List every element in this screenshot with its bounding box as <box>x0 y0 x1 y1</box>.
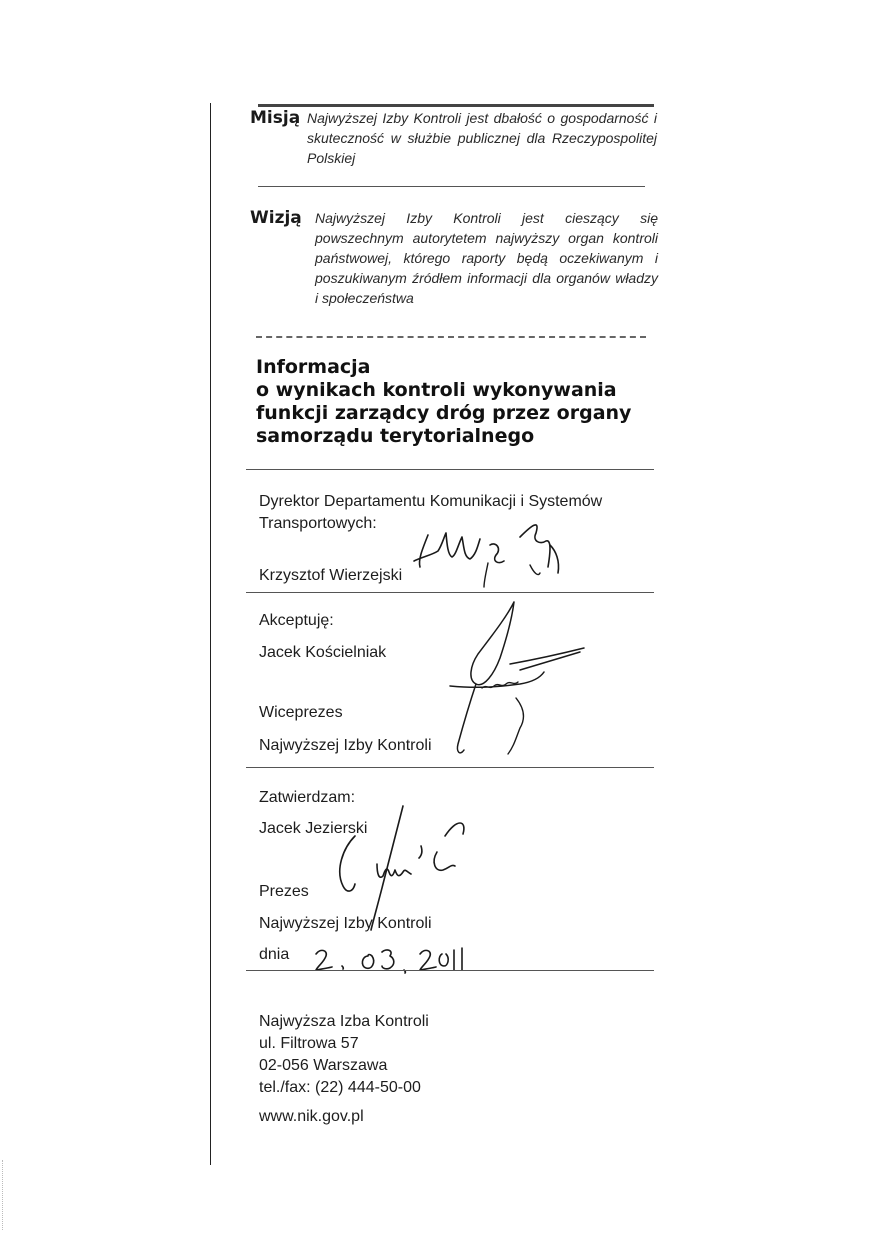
report-title: Informacja o wynikach kontroli wykonywania funkcji zarządcy dróg przez organy samorządu terytorialnego <box>256 356 632 447</box>
address-city: 02-056 Warszawa <box>259 1057 388 1074</box>
vision-heading: Wizją <box>250 208 302 228</box>
mission-bottom-rule <box>258 186 645 187</box>
website-link[interactable]: www.nik.gov.pl <box>259 1108 364 1125</box>
accept-signature <box>420 598 600 768</box>
accept-name: Jacek Kościelniak <box>259 644 387 661</box>
mission-heading: Misją <box>250 108 301 128</box>
vision-text: Najwyższej Izby Kontroli jest cieszący się powszechnym autorytetem najwyższy organ kontroli państwowej, którego raporty będą oczekiwanym i poszukiwanym źródłem informacji dla organów władzy i społeczeństwa <box>315 210 658 306</box>
title-bottom-rule <box>246 469 654 470</box>
vision-block <box>250 208 662 332</box>
approve-role: Prezes <box>259 883 309 900</box>
accept-label: Akceptuję: <box>259 612 334 629</box>
approve-name: Jacek Jezierski <box>259 820 368 837</box>
accept-org: Najwyższej Izby Kontroli <box>259 737 432 754</box>
director-bottom-rule <box>246 592 654 593</box>
director-name: Krzysztof Wierzejski <box>259 567 403 584</box>
accept-bottom-rule <box>246 767 654 768</box>
scan-edge-marks <box>2 1160 4 1230</box>
mission-text: Najwyższej Izby Kontroli jest dbałość o gospodarność i skuteczność w służbie publicznej dla Rzeczypospolitej Polskiej <box>307 110 657 166</box>
approve-org: Najwyższej Izby Kontroli <box>259 915 432 932</box>
accept-role: Wiceprezes <box>259 704 343 721</box>
address-street: ul. Filtrowa 57 <box>259 1035 359 1052</box>
mission-block <box>250 108 660 174</box>
address-name: Najwyższa Izba Kontroli <box>259 1013 429 1030</box>
vision-bottom-rule <box>256 336 646 338</box>
director-role-line1: Dyrektor Departamentu Komunikacji i Systemów <box>259 493 603 510</box>
approve-bottom-rule <box>246 970 654 971</box>
director-role-line2: Transportowych: <box>259 515 377 532</box>
address-phone: tel./fax: (22) 444-50-00 <box>259 1079 421 1096</box>
approve-label: Zatwierdzam: <box>259 789 356 806</box>
date-label: dnia <box>259 946 290 963</box>
left-margin-line <box>210 103 211 1165</box>
director-signature <box>400 515 580 595</box>
mission-top-rule <box>258 104 654 107</box>
